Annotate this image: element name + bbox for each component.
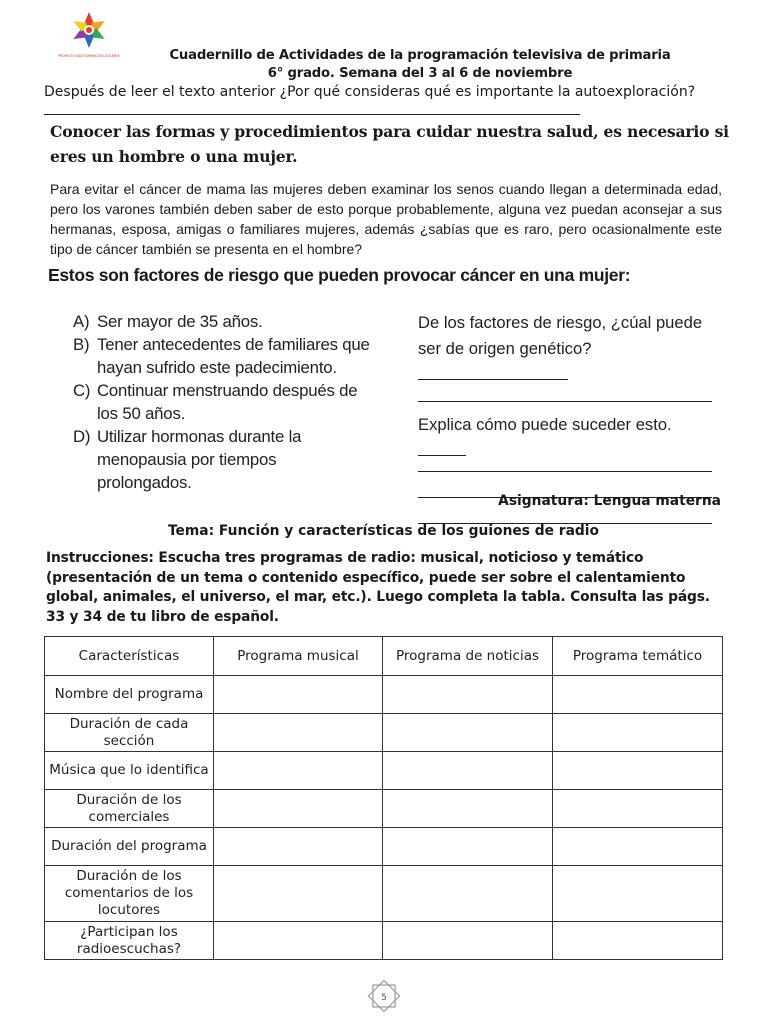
genetic-question-text: De los factores de riesgo, ¿cúal puede ser de origen genético? — [418, 313, 703, 358]
explain-question — [418, 412, 723, 464]
answer-cell[interactable] — [553, 714, 723, 752]
answer-cell[interactable] — [214, 828, 383, 866]
star-flower-icon — [71, 12, 107, 48]
answer-cell[interactable] — [553, 676, 723, 714]
reflection-question — [44, 84, 724, 120]
table-row — [45, 676, 723, 714]
answer-cell[interactable] — [553, 828, 723, 866]
answer-line[interactable] — [418, 362, 568, 380]
risk-factor-list — [73, 310, 373, 494]
table-row — [45, 714, 723, 752]
answer-cell[interactable] — [214, 676, 383, 714]
option-letter: D) — [73, 427, 91, 446]
option-letter: B) — [73, 335, 90, 354]
table-row — [45, 790, 723, 828]
header-week: 6° grado. Semana del 3 al 6 de noviembre — [267, 66, 573, 81]
answer-cell[interactable] — [214, 714, 383, 752]
row-label: Duración de los comerciales — [45, 790, 214, 828]
genetic-question — [418, 310, 723, 388]
option-text: Utilizar hormonas durante la menopausia por tiempos prolongados. — [97, 427, 302, 492]
table-row — [45, 828, 723, 866]
row-label: Duración del programa — [45, 828, 214, 866]
risk-factor-d — [73, 425, 373, 494]
explain-question-text: Explica cómo puede suceder esto. — [418, 415, 672, 434]
answer-cell[interactable] — [383, 714, 553, 752]
reflection-question-text: Después de leer el texto anterior ¿Por qué consideras qué es importante la autoexploración? — [44, 84, 696, 100]
answer-cell[interactable] — [214, 922, 383, 960]
answer-cell[interactable] — [214, 790, 383, 828]
row-label: ¿Participan los radioescuchas? — [45, 922, 214, 960]
column-header: Características — [45, 637, 214, 676]
page-number-badge — [364, 976, 404, 1016]
answer-cell[interactable] — [553, 790, 723, 828]
logo-caption: PROYECTO MÁS FORMACIÓN DOCENTE — [57, 54, 121, 58]
page-number: 5 — [381, 993, 387, 1003]
answer-line[interactable] — [418, 470, 712, 472]
risk-factor-b — [73, 333, 373, 379]
row-label: Duración de los comentarios de los locutores — [45, 866, 214, 922]
table-body — [45, 676, 723, 960]
risk-factors-title: Estos son factores de riesgo que pueden provocar cáncer en una mujer: — [48, 265, 631, 285]
answer-cell[interactable] — [383, 790, 553, 828]
answer-line[interactable] — [44, 101, 580, 115]
answer-cell[interactable] — [383, 828, 553, 866]
answer-line[interactable] — [418, 400, 712, 402]
breast-cancer-paragraph: Para evitar el cáncer de mama las mujeres deben examinar los senos cuando llegan a determinada edad, pero los varones también deben saber de esto porque probablemente, alguna vez puedan aconsejar a sus hermanas, esposa, amigas o familiares mujeres, además ¿sabías que es raro, pero ocasionalmente este tipo de cáncer también se presenta en el hombre? — [50, 181, 722, 257]
answer-cell[interactable] — [383, 866, 553, 922]
option-letter: A) — [73, 312, 90, 331]
option-text: Tener antecedentes de familiares que hayan sufrido este padecimiento. — [97, 335, 370, 377]
answer-cell[interactable] — [553, 922, 723, 960]
row-label: Duración de cada sección — [45, 714, 214, 752]
answer-cell[interactable] — [383, 676, 553, 714]
header-title: Cuadernillo de Actividades de la programación televisiva de primaria — [169, 48, 671, 63]
table-row — [45, 752, 723, 790]
subject-label: Asignatura: Lengua materna — [498, 493, 721, 509]
option-text: Ser mayor de 35 años. — [97, 312, 263, 331]
health-section-title: Conocer las formas y procedimientos para cuidar nuestra salud, es necesario si eres un hombre o una mujer. — [50, 122, 729, 166]
risk-factor-c — [73, 379, 373, 425]
row-label: Música que lo identifica — [45, 752, 214, 790]
risk-factor-a — [73, 310, 373, 333]
option-text: Continuar menstruando después de los 50 años. — [97, 381, 358, 423]
table-row — [45, 866, 723, 922]
answer-cell[interactable] — [383, 752, 553, 790]
radio-programs-table — [44, 636, 723, 960]
topic-label: Tema: Función y características de los guiones de radio — [167, 523, 600, 539]
genetic-questions — [418, 310, 723, 524]
instructions: Instrucciones: Escucha tres programas de radio: musical, noticioso y temático (presentación de un tema o contenido específico, puede ser sobre el calentamiento global, animales, el universo, el mar, etc.). Luego completa la tabla. Consulta las págs. 33 y 34 de tu libro de español. — [46, 550, 710, 625]
option-letter: C) — [73, 381, 91, 400]
answer-cell[interactable] — [383, 922, 553, 960]
answer-cell[interactable] — [553, 866, 723, 922]
answer-line[interactable] — [418, 438, 466, 456]
answer-cell[interactable] — [553, 752, 723, 790]
table-row — [45, 922, 723, 960]
column-header: Programa temático — [553, 637, 723, 676]
column-header: Programa de noticias — [383, 637, 553, 676]
table-header-row — [45, 637, 723, 676]
column-header: Programa musical — [214, 637, 383, 676]
answer-cell[interactable] — [214, 752, 383, 790]
row-label: Nombre del programa — [45, 676, 214, 714]
answer-cell[interactable] — [214, 866, 383, 922]
